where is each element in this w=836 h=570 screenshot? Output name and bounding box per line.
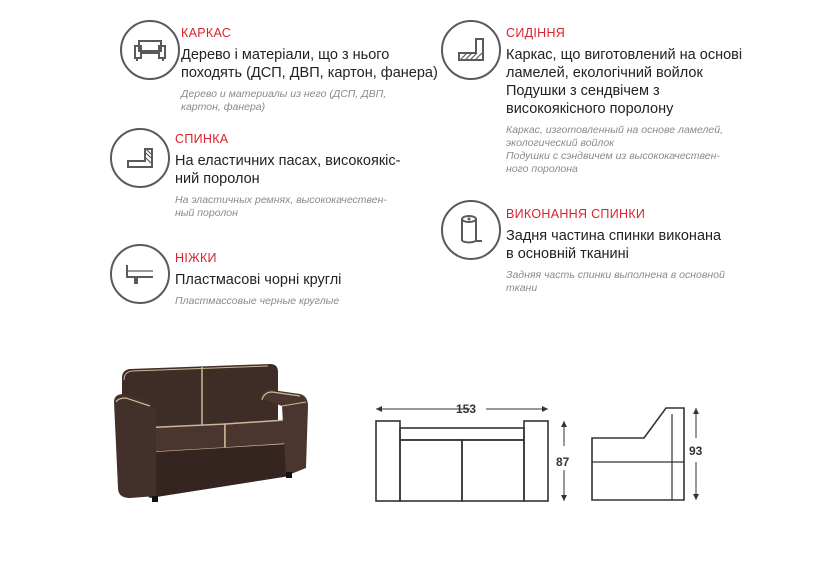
feature-title: ВИКОНАННЯ СПИНКИ <box>506 207 646 221</box>
feature-sub-text: Задняя часть спинки выполнена в основной ткани <box>506 269 725 294</box>
depth-dimension-label: 87 <box>556 455 570 469</box>
height-dimension-label: 93 <box>689 444 703 458</box>
backrest-icon <box>110 128 170 188</box>
feature-sub-text: Каркас, изготовленный на основе ламелей, экологический войлок Подушки с сэндвичем из высококачествен- ного поролона <box>506 124 723 175</box>
feature-sub-text: Пластмассовые черные круглые <box>175 295 340 307</box>
sofa-frame-icon <box>120 20 180 80</box>
feature-main-text: Дерево і матеріали, що з нього походять (ДСП, ДВП, картон, фанера) <box>181 47 438 81</box>
legs-icon <box>110 244 170 304</box>
side-dimension-drawing <box>586 400 706 510</box>
width-dimension-label: 153 <box>456 402 477 416</box>
feature-main-text: Пластмасові чорні круглі <box>175 272 342 288</box>
feature-title: НІЖКИ <box>175 251 217 265</box>
feature-title: СПИНКА <box>175 132 229 146</box>
feature-title: СИДІННЯ <box>506 26 566 40</box>
feature-sub-text: Дерево и материалы из него (ДСП, ДВП, картон, фанера) <box>181 88 387 113</box>
front-dimension-drawing <box>370 400 580 520</box>
sofa-image <box>110 358 310 508</box>
fabric-roll-icon <box>441 200 501 260</box>
feature-sub-text: На эластичных ремнях, высококачествен- ный поролон <box>175 194 387 219</box>
feature-main-text: Каркас, що виготовлений на основі ламелей, екологічний войлок Подушки з сендвічем з високоякісного поролону <box>506 47 743 117</box>
seat-icon <box>441 20 501 80</box>
feature-main-text: Задня частина спинки виконана в основній тканині <box>506 228 722 262</box>
feature-main-text: На еластичних пасах, високоякіс- ний поролон <box>175 153 401 187</box>
feature-title: КАРКАС <box>181 26 232 40</box>
